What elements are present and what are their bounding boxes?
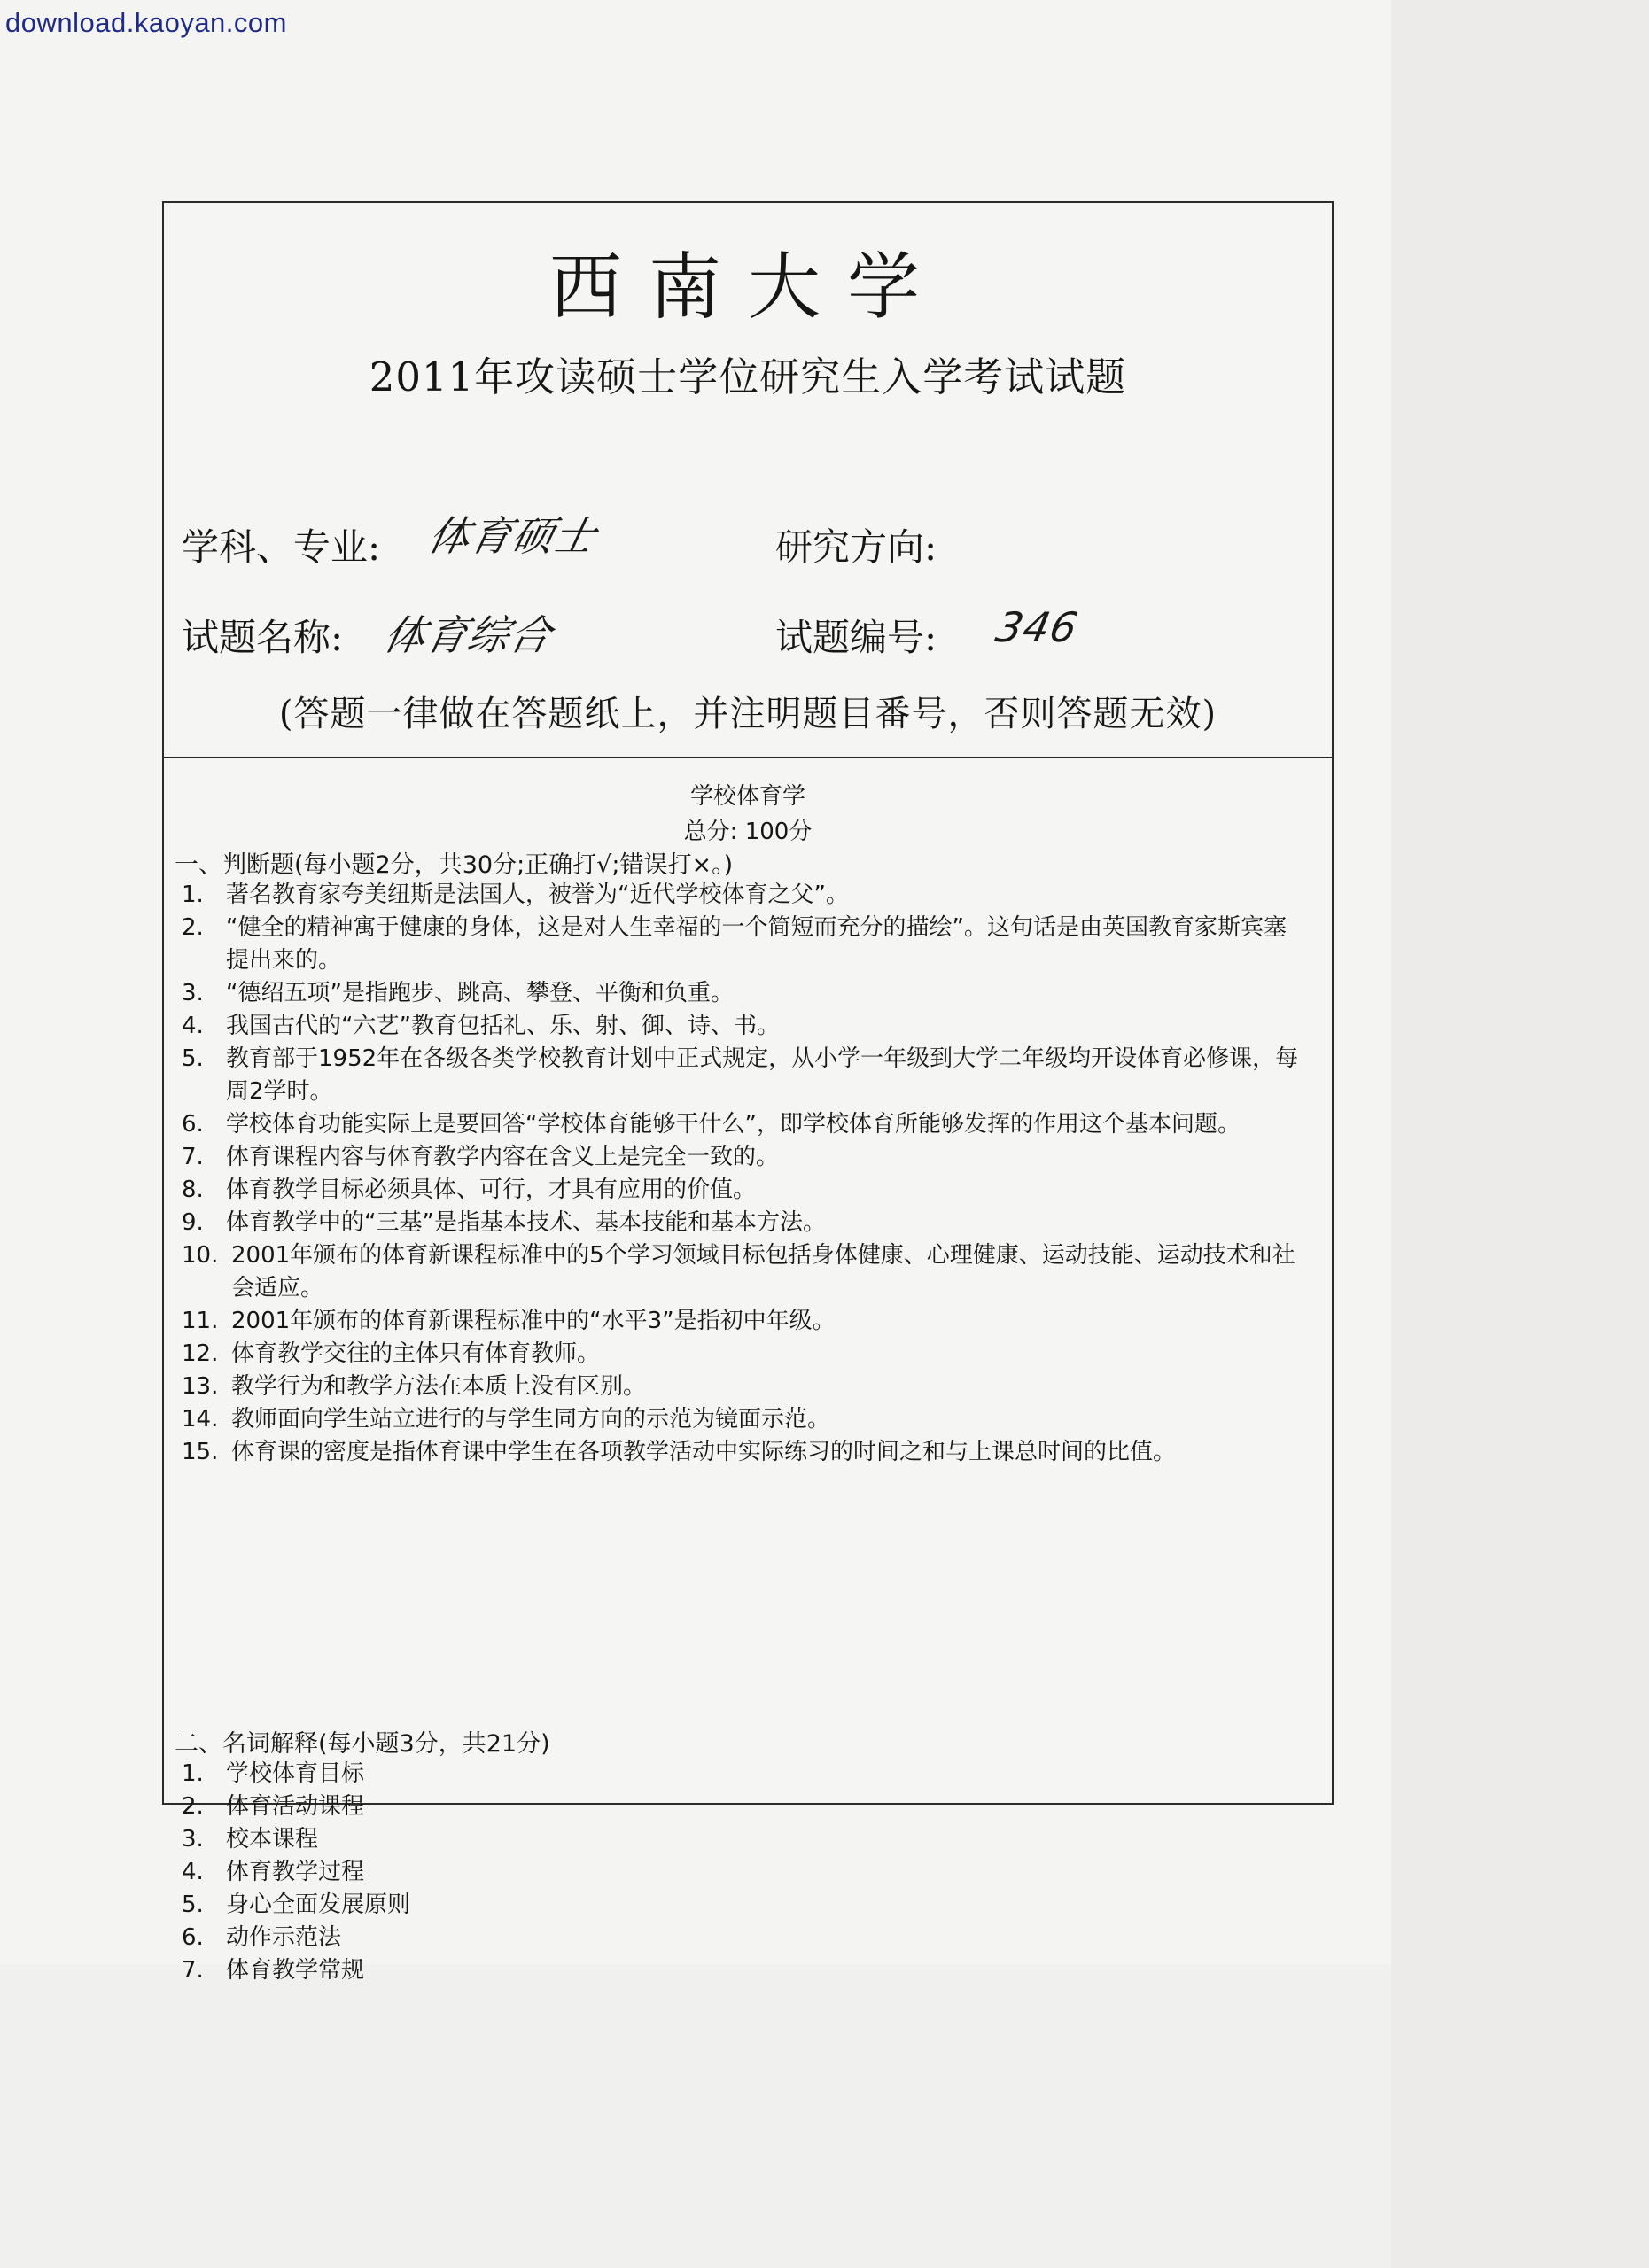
question-item: 1. 著名教育家夸美纽斯是法国人，被誉为“近代学校体育之父”。	[182, 882, 849, 908]
term-item: 3. 校本课程	[182, 1826, 319, 1852]
question-item: 13. 教学行为和教学方法在本质上没有区别。	[182, 1373, 647, 1400]
university-name: 西南大学	[548, 245, 946, 330]
question-item: 5. 教育部于1952年在各级各类学校教育计划中正式规定，从小学一年级到大学二年级均开设体育必修课，每周2学时。	[182, 1045, 1299, 1105]
section1-title: 一、判断题(每小题2分，共30分;正确打√;错误打×。)	[175, 851, 734, 879]
paper-no-handwritten: 346	[992, 603, 1083, 651]
paper-name-handwritten: 体育综合	[379, 611, 557, 659]
term-list	[182, 1758, 802, 1987]
question-item: 9. 体育教学中的“三基”是指基本技术、基本技能和基本方法。	[182, 1209, 826, 1236]
exam-header	[164, 203, 1332, 758]
question-item: 8. 体育教学目标必须具体、可行，才具有应用的价值。	[182, 1177, 757, 1203]
question-item: 10. 2001年颁布的体育新课程标准中的5个学习领域目标包括身体健康、心理健康、运动技能、运动技术和社会适应。	[182, 1242, 1295, 1301]
total-score: 总分: 100分	[683, 819, 813, 845]
major-handwritten: 体育硕士	[424, 512, 602, 560]
term-item: 4. 体育教学过程	[182, 1859, 365, 1885]
question-item: 4. 我国古代的“六艺”教育包括礼、乐、射、御、诗、书。	[182, 1013, 780, 1039]
term-item: 7. 体育教学常规	[182, 1957, 365, 1984]
paper-no-label: 试题编号:	[775, 616, 937, 659]
term-item: 6. 动作示范法	[182, 1924, 342, 1951]
paper-name-label: 试题名称:	[182, 616, 344, 659]
direction-label: 研究方向:	[775, 525, 937, 569]
term-item: 2. 体育活动课程	[182, 1793, 365, 1820]
question-item: 11. 2001年颁布的体育新课程标准中的“水平3”是指初中年级。	[182, 1308, 836, 1334]
major-label: 学科、专业:	[182, 525, 381, 569]
exam-title: 2011年攻读硕士学位研究生入学考试试题	[369, 353, 1127, 400]
question-item: 15. 体育课的密度是指体育课中学生在各项教学活动中实际练习的时间之和与上课总时间的比值。	[182, 1439, 1177, 1465]
term-item: 1. 学校体育目标	[182, 1760, 365, 1787]
exam-sheet	[162, 201, 1334, 1984]
question-item: 12. 体育教学交往的主体只有体育教师。	[182, 1340, 601, 1367]
answer-notice: (答题一律做在答题纸上，并注明题目番号，否则答题无效)	[278, 694, 1217, 734]
page-lower-area	[0, 1965, 1391, 2268]
question-item: 6. 学校体育功能实际上是要回答“学校体育能够干什么”，即学校体育所能够发挥的作用这个基本问题。	[182, 1111, 1241, 1138]
watermark-url[interactable]: download.kaoyan.com	[5, 7, 287, 38]
question-item: 14. 教师面向学生站立进行的与学生同方向的示范为镜面示范。	[182, 1406, 831, 1433]
subject-title: 学校体育学	[689, 783, 805, 810]
question-item: 7. 体育课程内容与体育教学内容在含义上是完全一致的。	[182, 1144, 780, 1170]
question-item: 3. “德绍五项”是指跑步、跳高、攀登、平衡和负重。	[182, 980, 734, 1006]
section2-title: 二、名词解释(每小题3分，共21分)	[175, 1730, 550, 1758]
true-false-questions	[182, 879, 1316, 1469]
term-item: 5. 身心全面发展原则	[182, 1891, 411, 1918]
question-item: 2. “健全的精神寓于健康的身体，这是对人生幸福的一个简短而充分的描绘”。这句话是由英国教育家斯宾塞提出来的。	[182, 914, 1287, 974]
page-edge-shade	[1391, 0, 1649, 2268]
